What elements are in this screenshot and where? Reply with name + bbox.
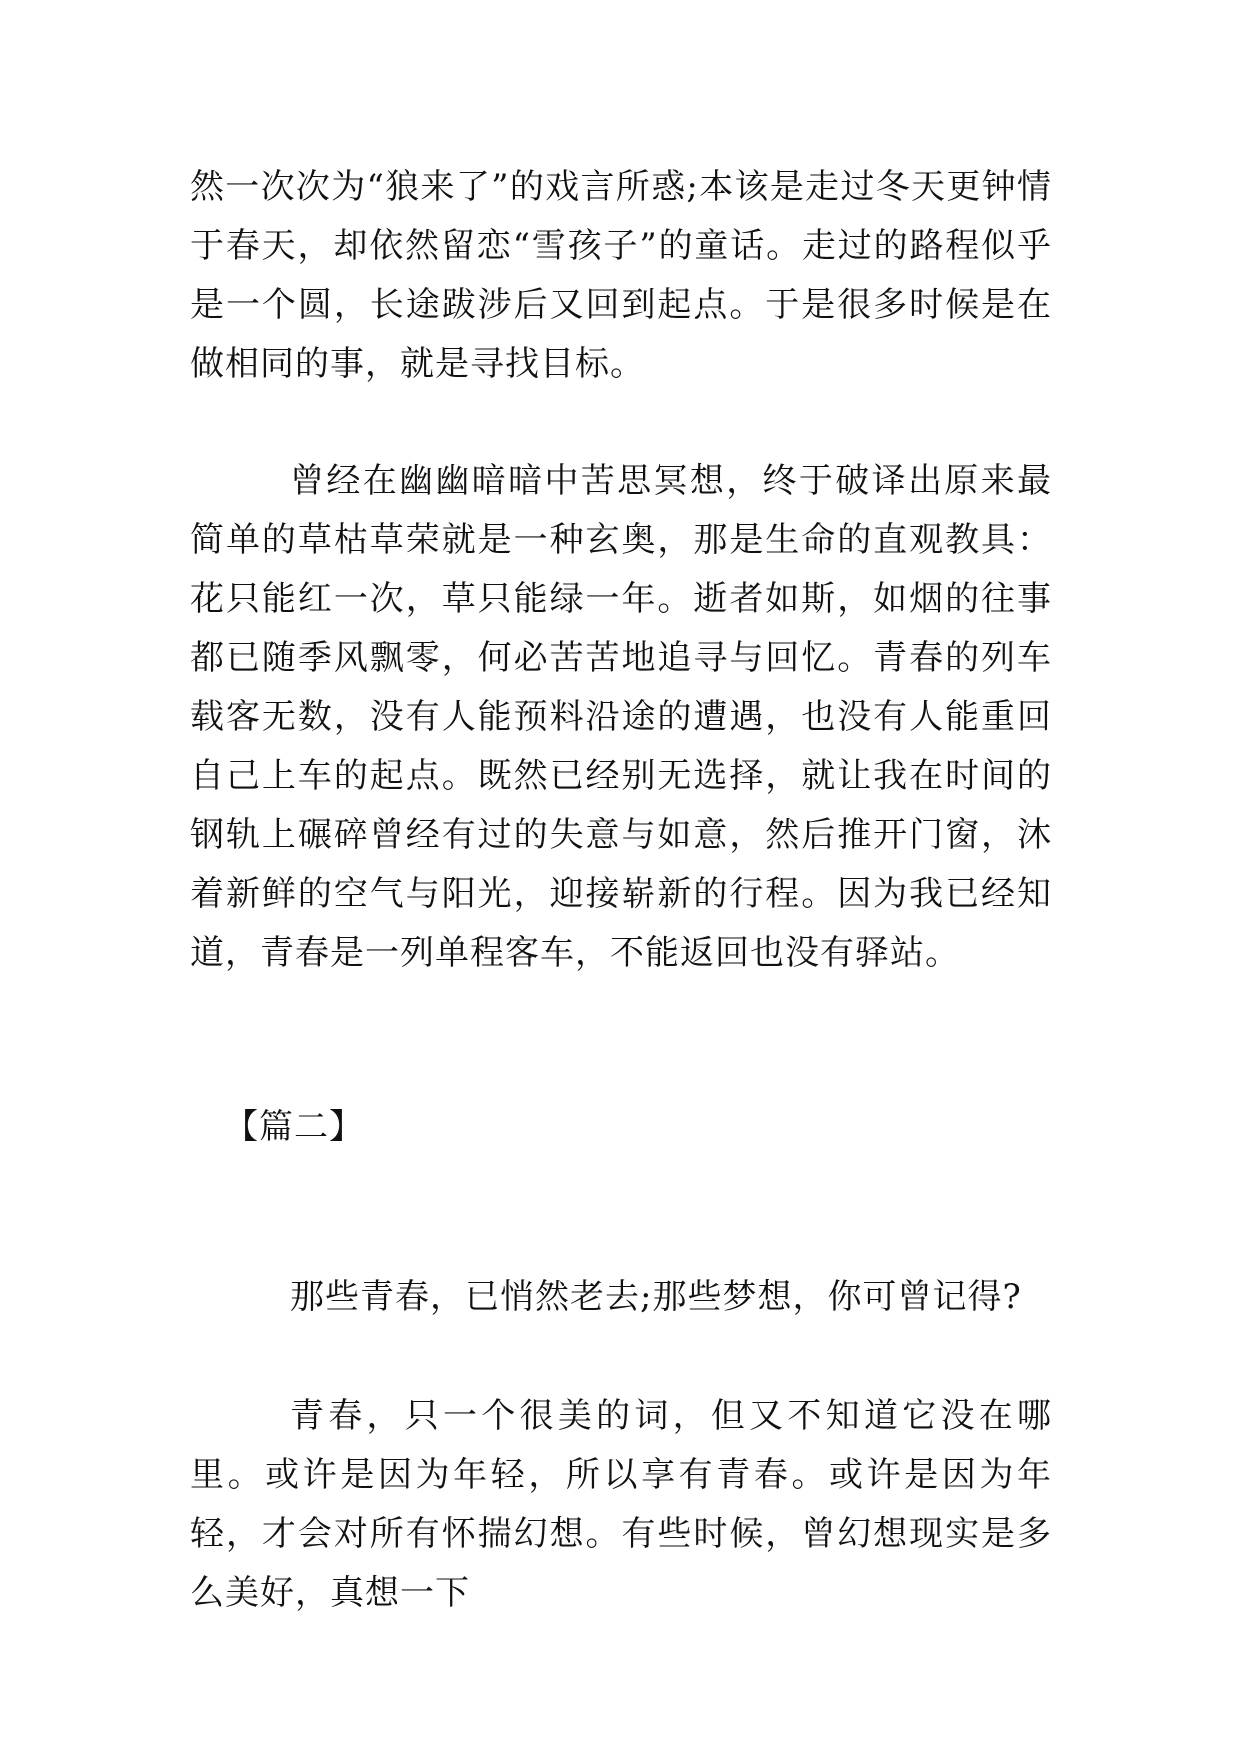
section-heading: 【篇二】	[224, 1107, 364, 1147]
body-paragraph: 曾经在幽幽暗暗中苦思冥想，终于破译出原来最简单的草枯草荣就是一种玄奥，那是生命的直观教具：花只能红一次，草只能绿一年。逝者如斯，如烟的往事都已随季风飘零，何必苦苦地追寻与回忆。青春的列车载客无数，没有人能预料沿途的遭遇，也没有人能重回自己上车的起点。既然已经别无选择，就让我在时间的钢轨上碾碎曾经有过的失意与如意，然后推开门窗，沐着新鲜的空气与阳光，迎接崭新的行程。因为我已经知道，青春是一列单程客车，不能返回也没有驿站。	[190, 461, 1052, 973]
lead-line: 那些青春，已悄然老去;那些梦想，你可曾记得?	[290, 1277, 1022, 1317]
body-paragraph: 然一次次为“狼来了”的戏言所惑;本该是走过冬天更钟情于春天，却依然留恋“雪孩子”的童话。走过的路程似乎是一个圆，长途跋涉后又回到起点。于是很多时候是在做相同的事，就是寻找目标。	[190, 167, 1052, 384]
body-paragraph: 青春，只一个很美的词，但又不知道它没在哪里。或许是因为年轻，所以享有青春。或许是因为年轻，才会对所有怀揣幻想。有些时候，曾幻想现实是多么美好，真想一下	[190, 1396, 1052, 1613]
